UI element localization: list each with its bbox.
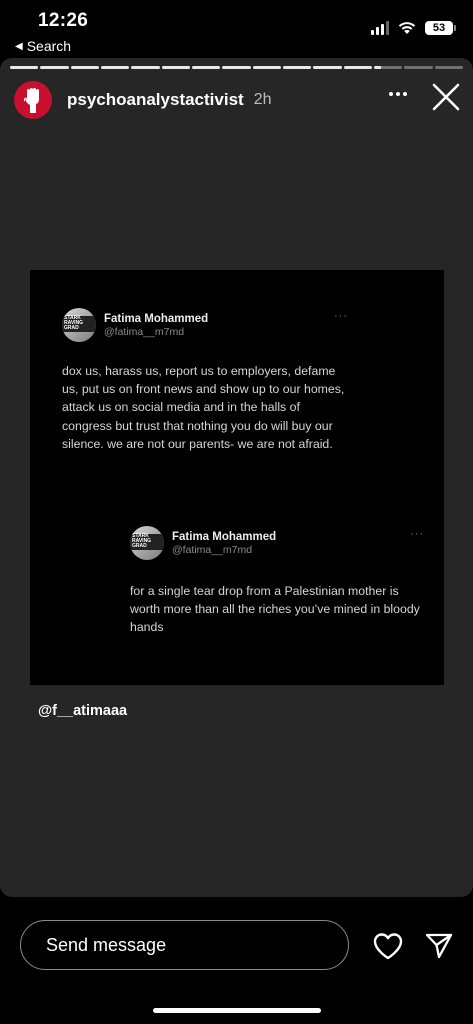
story-username[interactable]: psychoanalystactivist: [67, 90, 244, 109]
back-triangle-icon: ◀: [15, 40, 23, 52]
story-progress-segment: [253, 66, 281, 69]
status-icons: [371, 20, 453, 35]
back-to-search-button[interactable]: [15, 38, 71, 54]
wifi-icon: [397, 20, 417, 35]
story-progress-segment: [283, 66, 311, 69]
story-progress-segment: [374, 66, 402, 69]
story-avatar[interactable]: [14, 81, 52, 119]
story-progress-segment: [222, 66, 250, 69]
bottom-bar: [0, 897, 473, 1024]
tweet-avatar: [62, 308, 96, 342]
send-message-input[interactable]: Send message: [20, 920, 349, 970]
story-progress-segment: [313, 66, 341, 69]
tweet-avatar-text: STARK RAVING GRAD: [62, 316, 96, 332]
story-progress-segment: [344, 66, 372, 69]
tweet-text: dox us, harass us, report us to employers, defame us, put us on front news and show up to our homes, attack us on social media and in the halls of congress but trust that nothing you do will buy our silence. we are not our parents- we are not afraid.: [62, 364, 345, 451]
story-viewer[interactable]: [0, 58, 473, 897]
tweet-text: for a single tear drop from a Palestinian mother is worth more than all the riches you’ve mined in bloody hands: [130, 584, 420, 635]
tweet-author-handle: @fatima__m7md: [172, 543, 253, 556]
raised-fist-icon: [22, 86, 44, 114]
tweet-card: [62, 308, 352, 453]
tweet-more-icon: ···: [334, 310, 348, 322]
tweet-card: [130, 526, 430, 637]
story-progress-bars: [10, 66, 463, 69]
tweet-more-icon: ···: [410, 528, 424, 540]
tweet-avatar: [130, 526, 164, 560]
battery-icon: 53: [425, 21, 453, 35]
heart-icon[interactable]: [372, 931, 404, 961]
close-icon[interactable]: [429, 80, 463, 114]
story-progress-segment: [131, 66, 159, 69]
more-options-button[interactable]: [385, 88, 411, 100]
home-indicator: [153, 1008, 321, 1013]
tweet-screenshot: [30, 270, 444, 685]
story-progress-segment: [162, 66, 190, 69]
tweet-author-name: Fatima Mohammed: [104, 312, 209, 325]
story-progress-segment: [404, 66, 432, 69]
story-progress-segment: [435, 66, 463, 69]
story-progress-segment: [192, 66, 220, 69]
tweet-author-handle: @fatima__m7md: [104, 325, 185, 338]
story-progress-segment: [40, 66, 68, 69]
tweet-avatar-text: STARK RAVING GRAD: [130, 534, 164, 550]
status-bar: [0, 0, 473, 58]
story-time-ago: 2h: [253, 91, 272, 108]
signal-icon: [371, 21, 389, 35]
story-progress-segment: [71, 66, 99, 69]
mention-sticker[interactable]: @f__atimaaa: [38, 703, 128, 719]
back-label: Search: [26, 38, 72, 54]
status-time: 12:26: [38, 10, 89, 31]
story-progress-segment: [10, 66, 38, 69]
story-progress-segment: [101, 66, 129, 69]
story-header: [14, 80, 463, 120]
send-icon[interactable]: [424, 931, 454, 961]
tweet-author-name: Fatima Mohammed: [172, 530, 277, 543]
more-icon: [389, 92, 393, 96]
